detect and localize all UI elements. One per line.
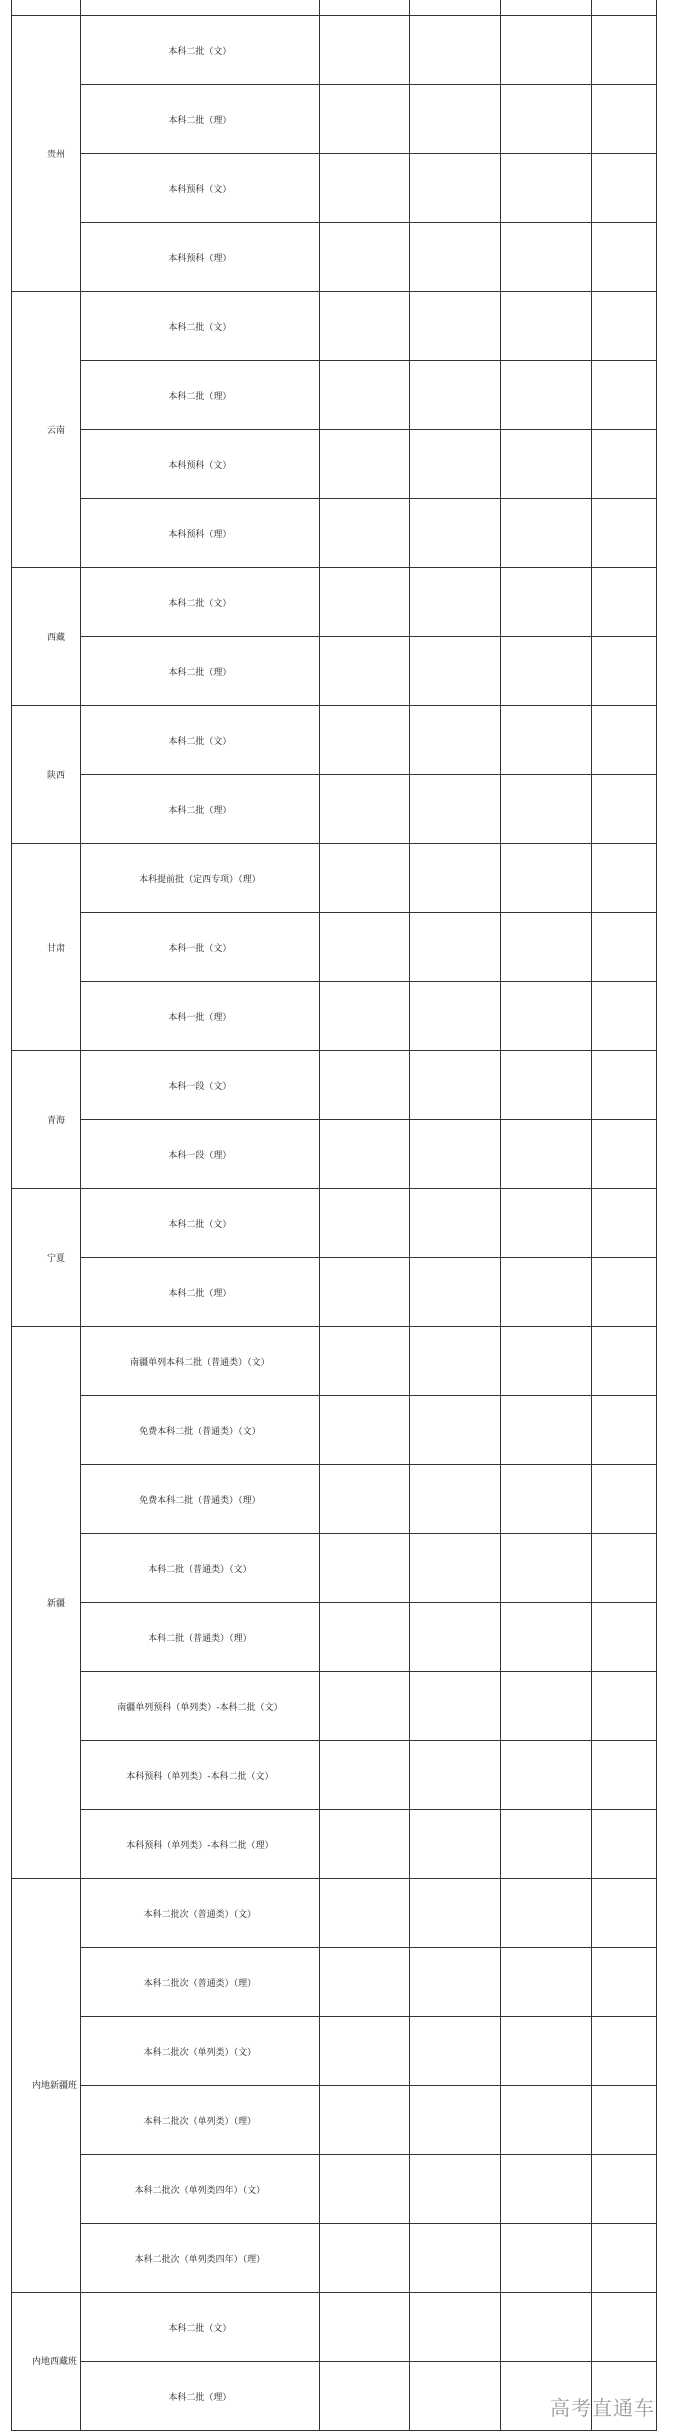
empty-cell xyxy=(591,2086,656,2155)
batch-cell: 本科二批（文） xyxy=(81,2293,320,2362)
empty-cell xyxy=(500,1189,591,1258)
empty-cell xyxy=(500,844,591,913)
empty-cell xyxy=(591,1327,656,1396)
empty-cell xyxy=(591,361,656,430)
table-row xyxy=(12,1948,657,2017)
empty-cell xyxy=(500,1465,591,1534)
empty-cell xyxy=(410,844,500,913)
table-row xyxy=(12,292,657,361)
empty-cell xyxy=(410,2155,500,2224)
region-cell: 陕西 xyxy=(12,706,81,844)
empty-cell xyxy=(500,1672,591,1741)
watermark: 高考直通车 xyxy=(550,2396,655,2420)
empty-cell xyxy=(319,2293,409,2362)
empty-cell xyxy=(319,1396,409,1465)
empty-cell xyxy=(410,2086,500,2155)
table-row xyxy=(12,706,657,775)
empty-cell xyxy=(500,85,591,154)
empty-cell xyxy=(410,292,500,361)
empty-cell xyxy=(319,1051,409,1120)
batch-cell: 本科二批（文） xyxy=(81,706,320,775)
empty-cell xyxy=(591,2017,656,2086)
empty-cell xyxy=(591,430,656,499)
batch-cell: 本科二批（理） xyxy=(81,775,320,844)
batch-cell: 本科预科（文） xyxy=(81,154,320,223)
empty-cell xyxy=(410,1810,500,1879)
empty-cell xyxy=(591,1948,656,2017)
batch-cell: 本科二批（普通类）（文） xyxy=(81,1534,320,1603)
empty-cell xyxy=(500,292,591,361)
empty-cell xyxy=(591,982,656,1051)
empty-cell xyxy=(410,1327,500,1396)
batch-cell: 本科二批（理） xyxy=(81,1258,320,1327)
empty-cell xyxy=(319,292,409,361)
region-cell: 青海 xyxy=(12,1051,81,1189)
empty-cell xyxy=(500,2086,591,2155)
table-row xyxy=(12,2017,657,2086)
batch-cell: 本科二批（文） xyxy=(81,16,320,85)
table-row xyxy=(12,1465,657,1534)
empty-cell xyxy=(591,1258,656,1327)
empty-cell xyxy=(319,637,409,706)
batch-cell: 本科二批次（普通类）（文） xyxy=(81,1879,320,1948)
table-row xyxy=(12,1396,657,1465)
empty-cell xyxy=(500,1396,591,1465)
empty-cell xyxy=(591,706,656,775)
batch-cell: 本科二批（理） xyxy=(81,85,320,154)
empty-cell xyxy=(410,913,500,982)
empty-cell xyxy=(591,1879,656,1948)
empty-cell xyxy=(319,361,409,430)
empty-cell xyxy=(410,1189,500,1258)
empty-cell xyxy=(500,1948,591,2017)
empty-cell xyxy=(410,223,500,292)
empty-cell xyxy=(410,775,500,844)
empty-cell xyxy=(319,85,409,154)
empty-cell xyxy=(319,499,409,568)
empty-cell xyxy=(410,154,500,223)
empty-cell xyxy=(591,16,656,85)
empty-cell xyxy=(500,568,591,637)
empty-cell xyxy=(591,775,656,844)
table-row xyxy=(12,1603,657,1672)
table-row xyxy=(12,154,657,223)
empty-cell xyxy=(319,775,409,844)
empty-cell xyxy=(410,2362,500,2431)
empty-cell xyxy=(319,16,409,85)
empty-cell xyxy=(319,1258,409,1327)
empty-cell xyxy=(319,2155,409,2224)
empty-cell xyxy=(591,2224,656,2293)
empty-cell xyxy=(319,1741,409,1810)
table-row xyxy=(12,2155,657,2224)
batch-cell: 本科提前批（定西专项）（理） xyxy=(81,844,320,913)
empty-cell xyxy=(500,154,591,223)
region-cell: 甘肃 xyxy=(12,844,81,1051)
empty-cell xyxy=(410,637,500,706)
batch-cell: 南疆单列本科二批（普通类）（文） xyxy=(81,1327,320,1396)
empty-cell xyxy=(500,2155,591,2224)
table-row xyxy=(12,361,657,430)
empty-cell xyxy=(410,1396,500,1465)
empty-cell xyxy=(410,2017,500,2086)
batch-cell: 本科一批（文） xyxy=(81,913,320,982)
empty-cell xyxy=(500,499,591,568)
table-row xyxy=(12,1672,657,1741)
table-row xyxy=(12,982,657,1051)
empty-cell xyxy=(410,1534,500,1603)
batch-cell: 本科二批次（单列类四年）（理） xyxy=(81,2224,320,2293)
empty-cell xyxy=(319,2224,409,2293)
empty-cell xyxy=(591,154,656,223)
empty-cell xyxy=(500,706,591,775)
empty-cell xyxy=(500,1879,591,1948)
empty-cell xyxy=(410,1879,500,1948)
empty-cell xyxy=(591,223,656,292)
batch-cell: 本科二批次（单列类）（文） xyxy=(81,2017,320,2086)
empty-cell xyxy=(591,499,656,568)
table-row xyxy=(12,1810,657,1879)
table-row xyxy=(12,2224,657,2293)
empty-cell xyxy=(410,1120,500,1189)
batch-cell: 本科二批（文） xyxy=(81,292,320,361)
empty-cell xyxy=(319,1534,409,1603)
table-row xyxy=(12,223,657,292)
empty-cell xyxy=(410,85,500,154)
empty-cell xyxy=(591,1741,656,1810)
empty-cell xyxy=(500,637,591,706)
admission-batch-table xyxy=(11,0,657,2431)
empty-cell xyxy=(410,1672,500,1741)
table-row xyxy=(12,1741,657,1810)
empty-cell xyxy=(410,706,500,775)
empty-cell xyxy=(319,1189,409,1258)
empty-cell xyxy=(319,430,409,499)
table-row xyxy=(12,2293,657,2362)
empty-cell xyxy=(319,568,409,637)
empty-cell xyxy=(410,1465,500,1534)
empty-cell xyxy=(500,2017,591,2086)
region-cell: 内地西藏班 xyxy=(12,2293,81,2431)
batch-cell: 本科二批（理） xyxy=(81,2362,320,2431)
empty-cell xyxy=(500,1327,591,1396)
empty-cell xyxy=(591,2293,656,2362)
table-row xyxy=(12,844,657,913)
empty-cell xyxy=(319,223,409,292)
empty-cell xyxy=(410,361,500,430)
empty-cell xyxy=(319,1120,409,1189)
table-row xyxy=(12,913,657,982)
empty-cell xyxy=(410,568,500,637)
empty-cell xyxy=(319,1603,409,1672)
empty-cell xyxy=(500,1810,591,1879)
table-row xyxy=(12,1189,657,1258)
batch-cell: 本科二批（理） xyxy=(81,361,320,430)
empty-cell xyxy=(319,1672,409,1741)
empty-cell xyxy=(591,1534,656,1603)
table-row xyxy=(12,0,657,16)
empty-cell xyxy=(591,85,656,154)
region-cell: 西藏 xyxy=(12,568,81,706)
region-cell: 宁夏 xyxy=(12,1189,81,1327)
empty-cell xyxy=(591,1120,656,1189)
empty-cell xyxy=(319,1948,409,2017)
empty-cell xyxy=(591,1672,656,1741)
batch-cell: 免费本科二批（普通类）（理） xyxy=(81,1465,320,1534)
batch-cell: 本科二批次（普通类）（理） xyxy=(81,1948,320,2017)
empty-cell xyxy=(410,1603,500,1672)
region-cell: 贵州 xyxy=(12,16,81,292)
table-row xyxy=(12,430,657,499)
table-row xyxy=(12,775,657,844)
empty-cell xyxy=(319,1879,409,1948)
empty-cell xyxy=(591,1396,656,1465)
batch-cell: 本科预科（理） xyxy=(81,499,320,568)
table-row xyxy=(12,16,657,85)
empty-cell xyxy=(410,430,500,499)
empty-cell xyxy=(591,2155,656,2224)
batch-cell: 本科一段（文） xyxy=(81,1051,320,1120)
empty-cell xyxy=(319,154,409,223)
empty-cell xyxy=(591,1465,656,1534)
batch-cell: 本科二批次（单列类四年）（文） xyxy=(81,2155,320,2224)
empty-cell xyxy=(319,1810,409,1879)
empty-cell xyxy=(591,1189,656,1258)
empty-cell xyxy=(410,499,500,568)
table-row xyxy=(12,1120,657,1189)
table-row xyxy=(12,1879,657,1948)
empty-cell xyxy=(500,1051,591,1120)
region-cell: 云南 xyxy=(12,292,81,568)
empty-cell xyxy=(500,1741,591,1810)
empty-cell xyxy=(591,568,656,637)
empty-cell xyxy=(410,1258,500,1327)
empty-cell xyxy=(500,430,591,499)
empty-cell xyxy=(500,1603,591,1672)
empty-cell xyxy=(591,1051,656,1120)
empty-cell xyxy=(500,982,591,1051)
empty-cell xyxy=(500,913,591,982)
batch-cell: 本科预科（单列类）-本科二批（理） xyxy=(81,1810,320,1879)
empty-cell xyxy=(319,706,409,775)
empty-cell xyxy=(319,982,409,1051)
empty-cell xyxy=(319,913,409,982)
empty-cell xyxy=(410,16,500,85)
batch-cell: 本科二批（理） xyxy=(81,637,320,706)
region-cell: 内地新疆班 xyxy=(12,1879,81,2293)
empty-cell xyxy=(500,1120,591,1189)
empty-cell xyxy=(319,1327,409,1396)
empty-cell xyxy=(591,637,656,706)
empty-cell xyxy=(319,2086,409,2155)
empty-cell xyxy=(319,2362,409,2431)
empty-cell xyxy=(500,361,591,430)
table-row xyxy=(12,1327,657,1396)
table-row xyxy=(12,568,657,637)
empty-cell xyxy=(500,223,591,292)
empty-cell xyxy=(410,2293,500,2362)
table-row xyxy=(12,1258,657,1327)
batch-cell: 南疆单列预科（单列类）-本科二批（文） xyxy=(81,1672,320,1741)
empty-cell xyxy=(591,1603,656,1672)
batch-cell: 本科一段（理） xyxy=(81,1120,320,1189)
batch-cell: 本科二批（文） xyxy=(81,1189,320,1258)
empty-cell xyxy=(500,775,591,844)
empty-cell xyxy=(500,1258,591,1327)
batch-cell: 本科预科（文） xyxy=(81,430,320,499)
table-row xyxy=(12,637,657,706)
table-row xyxy=(12,1534,657,1603)
empty-cell xyxy=(500,1534,591,1603)
empty-cell xyxy=(591,1810,656,1879)
batch-cell: 本科预科（单列类）-本科二批（文） xyxy=(81,1741,320,1810)
batch-cell: 本科二批（普通类）（理） xyxy=(81,1603,320,1672)
empty-cell xyxy=(410,1741,500,1810)
table-row xyxy=(12,85,657,154)
batch-cell: 本科二批次（单列类）（理） xyxy=(81,2086,320,2155)
empty-cell xyxy=(500,2224,591,2293)
empty-cell xyxy=(319,1465,409,1534)
empty-cell xyxy=(591,292,656,361)
batch-cell: 本科一批（理） xyxy=(81,982,320,1051)
batch-cell: 本科二批（文） xyxy=(81,568,320,637)
empty-cell xyxy=(410,982,500,1051)
table-row xyxy=(12,499,657,568)
empty-cell xyxy=(500,2293,591,2362)
batch-cell: 免费本科二批（普通类）（文） xyxy=(81,1396,320,1465)
table-body xyxy=(12,0,657,2431)
empty-cell xyxy=(319,844,409,913)
table-row xyxy=(12,2086,657,2155)
empty-cell xyxy=(591,844,656,913)
empty-cell xyxy=(410,1051,500,1120)
empty-cell xyxy=(410,1948,500,2017)
empty-cell xyxy=(410,2224,500,2293)
region-cell: 新疆 xyxy=(12,1327,81,1879)
empty-cell xyxy=(591,913,656,982)
batch-cell: 本科预科（理） xyxy=(81,223,320,292)
empty-cell xyxy=(500,16,591,85)
empty-cell xyxy=(319,2017,409,2086)
table-row xyxy=(12,1051,657,1120)
